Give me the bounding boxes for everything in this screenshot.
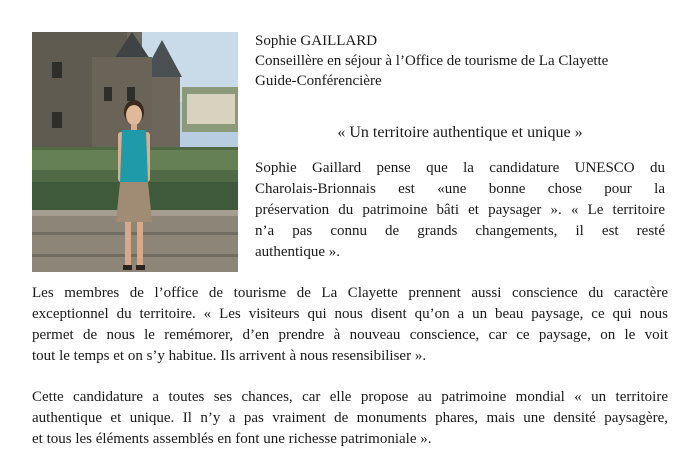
paragraph-1 <box>255 158 665 263</box>
profile-title: Guide-Conférencière <box>255 73 382 89</box>
paragraph-2-line: tout le temps et on s’y habitue. Ils arrivent à nous resensibiliser ». <box>32 348 427 364</box>
paragraph-2-line: Les membres de l’office de tourisme de La Clayette prennent aussi conscience du caractère <box>32 285 668 301</box>
paragraph-1-line: préservation du patrimoine bâti et paysager ». « Le territoire <box>255 202 665 218</box>
portrait-photo <box>32 32 238 272</box>
paragraph-3-line: Cette candidature a toutes ses chances, car elle propose au patrimoine mondial « un territoire <box>32 389 668 405</box>
profile-name: Sophie GAILLARD <box>255 33 378 49</box>
quote-heading: « Un territoire authentique et unique » <box>337 124 583 141</box>
paragraph-3-line: et tous les éléments assemblés en font une richesse patrimoniale ». <box>32 431 432 447</box>
paragraph-2-line: permet de nous le remémorer, d’en prendre à nouveau conscience, car ce paysage, on le voit <box>32 327 668 343</box>
paragraph-1-line: Sophie Gaillard pense que la candidature UNESCO du <box>255 160 665 176</box>
paragraph-2-line: exceptionnel du territoire. « Les visiteurs qui nous disent qu’on a un beau paysage, ce qui nous <box>32 306 668 322</box>
paragraph-1-line: Charolais-Brionnais est «une bonne chose pour la <box>255 181 665 197</box>
paragraph-1-line: n’a pas connu de grands changements, il est resté <box>255 223 665 239</box>
paragraph-3-line: authentique et unique. Il n’y a pas vraiment de monuments phares, mais une densité paysagère, <box>32 410 668 426</box>
profile-role: Conseillère en séjour à l’Office de tourisme de La Clayette <box>255 53 609 69</box>
paragraph-3 <box>32 387 668 450</box>
paragraph-2 <box>32 283 668 367</box>
profile-header <box>255 31 608 91</box>
paragraph-1-line: authentique ». <box>255 244 340 260</box>
